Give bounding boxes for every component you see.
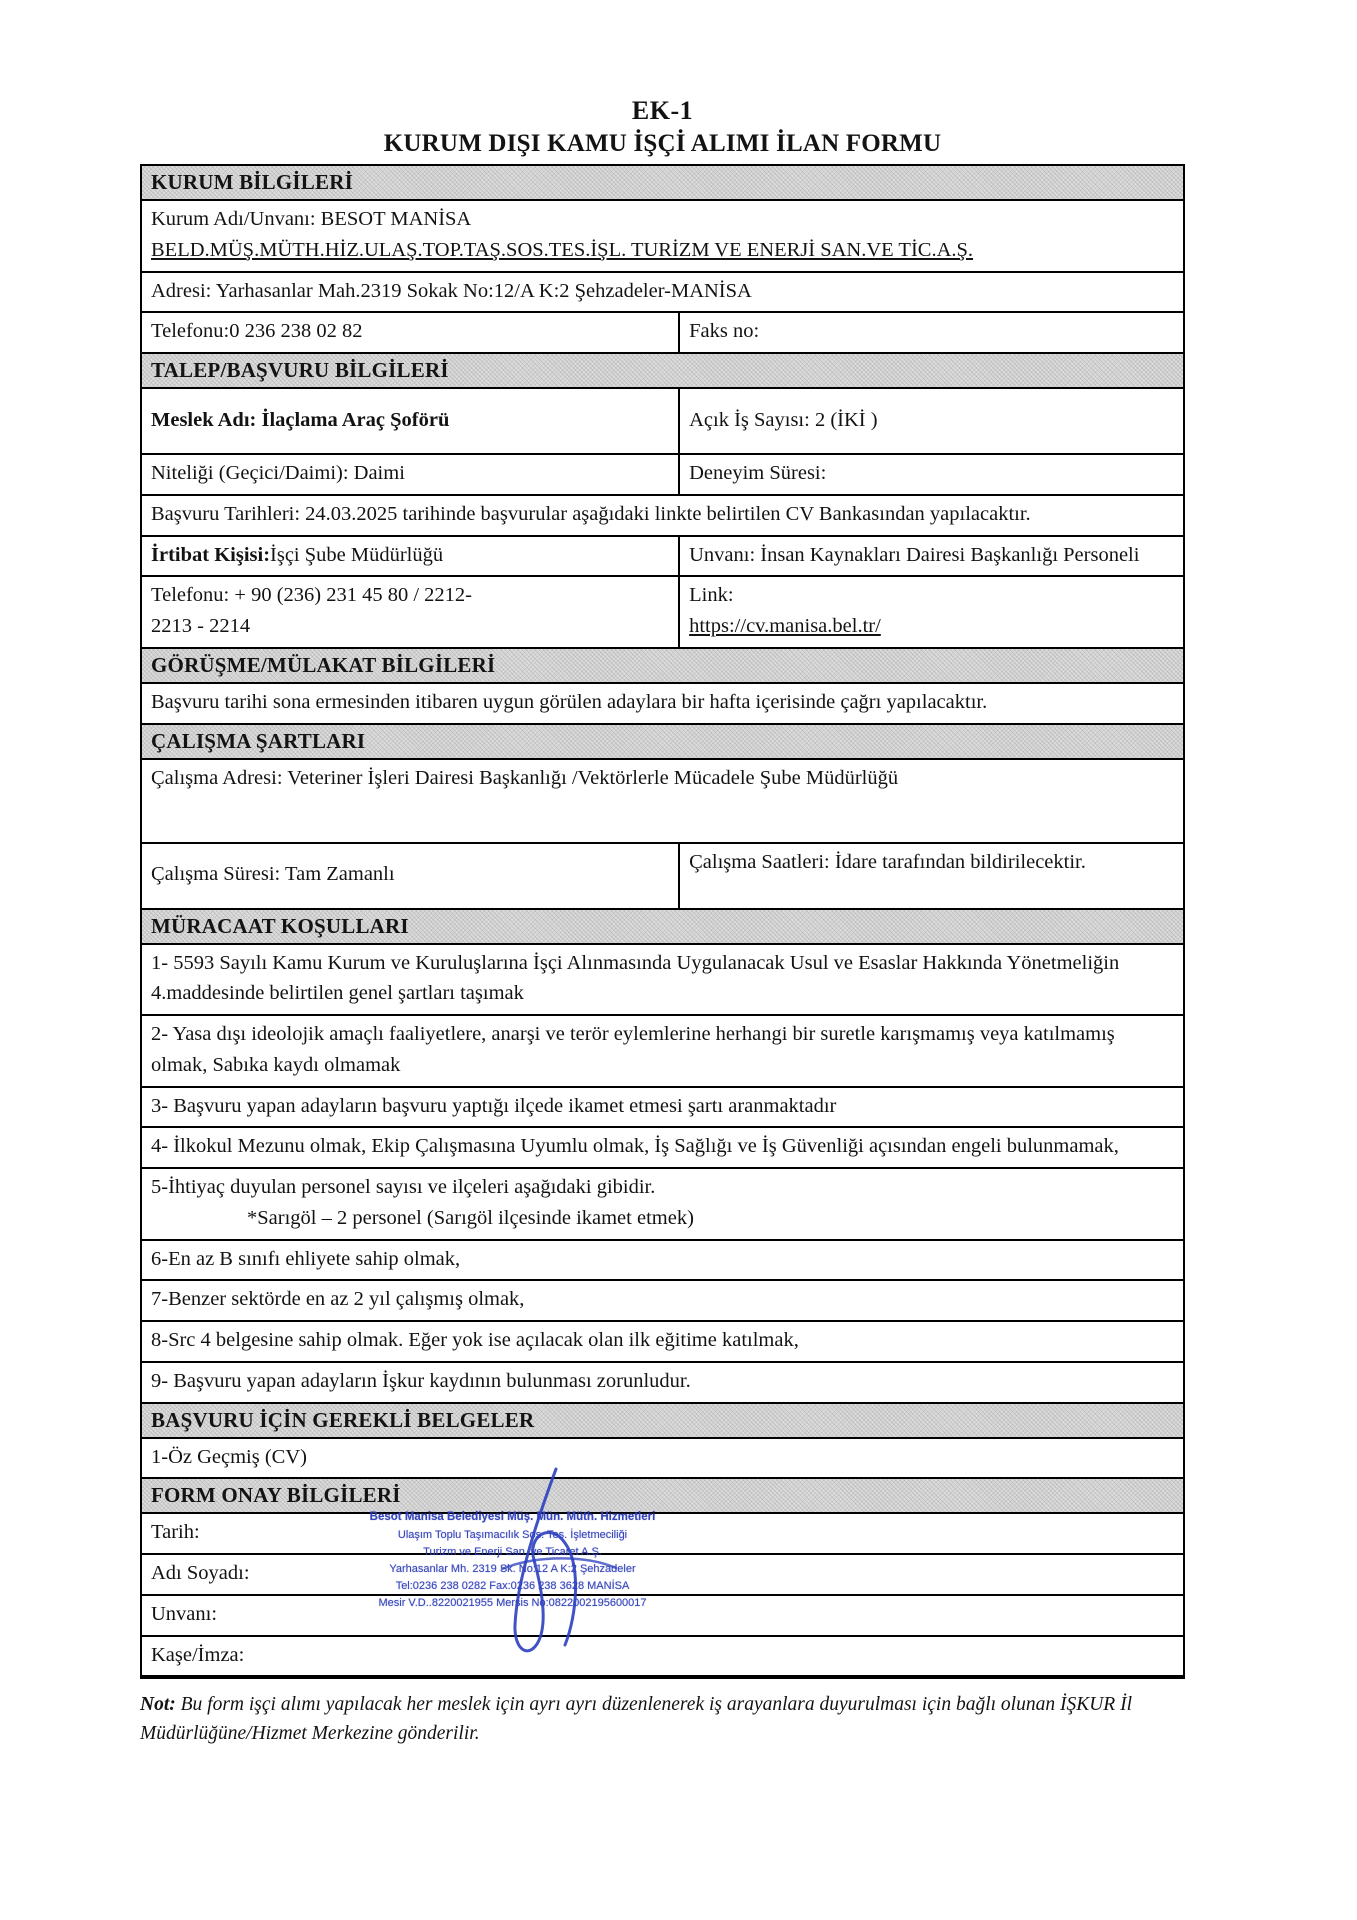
row-tarih — [142, 1514, 1183, 1555]
faks-cell: Faks no: — [678, 313, 1183, 352]
document-page — [140, 0, 1185, 1748]
row-kurum-adi — [142, 201, 1183, 273]
gorusme-text-cell: Başvuru tarihi sona ermesinden itibaren uygun görülen adaylara bir hafta içerisinde çağrı yapılacaktır. — [151, 690, 988, 713]
section-header-label: GÖRÜŞME/MÜLAKAT BİLGİLERİ — [142, 649, 1183, 682]
section-header-muracaat — [142, 910, 1183, 945]
telefon2-line2: 2213 - 2214 — [151, 615, 251, 637]
row-niteligi — [142, 455, 1183, 496]
kosul-2: 2- Yasa dışı ideolojik amaçlı faaliyetlere, anarşi ve terör eylemlerine herhangi bir suretle karışmamış veya katılmamış olmak, Sabıka kaydı olmamak — [151, 1023, 1115, 1076]
niteligi-cell: Niteliği (Geçici/Daimi): Daimi — [151, 462, 405, 484]
row-kosul-1 — [142, 945, 1183, 1017]
section-header-label: FORM ONAY BİLGİLERİ — [142, 1479, 1183, 1512]
kase-imza-cell: Kaşe/İmza: — [151, 1643, 245, 1666]
kosul-5-line2: *Sarıgöl – 2 personel (Sarıgöl ilçesinde ikamet etmek) — [247, 1206, 694, 1229]
section-header-label: TALEP/BAŞVURU BİLGİLERİ — [142, 354, 1183, 387]
row-irtibat — [142, 537, 1183, 578]
stamp-line: Tel:0236 238 0282 Fax:0236 238 3628 MANİSA — [395, 1580, 630, 1593]
row-kosul-6 — [142, 1241, 1183, 1282]
kosul-6: 6-En az B sınıfı ehliyete sahip olmak, — [151, 1247, 461, 1270]
telefon2-cell — [142, 577, 678, 647]
cv-link[interactable]: https://cv.manisa.bel.tr/ — [689, 615, 881, 637]
row-kosul-8 — [142, 1322, 1183, 1363]
row-kosul-5 — [142, 1169, 1183, 1241]
irtibat-cell — [142, 537, 678, 576]
section-header-gorusme — [142, 649, 1183, 684]
link-label: Link: — [689, 584, 734, 607]
footer-note — [140, 1691, 1205, 1748]
form-code: EK-1 — [631, 96, 694, 125]
section-header-label: ÇALIŞMA ŞARTLARI — [142, 725, 1183, 758]
section-header-kurum-bilgileri — [142, 166, 1183, 201]
irtibat-value: İşçi Şube Müdürlüğü — [270, 543, 444, 566]
section-header-talep-basvuru — [142, 354, 1183, 389]
stamp-line: Yarhasanlar Mh. 2319 Sk. No:12 A K:2 Şehzadeler — [389, 1563, 636, 1576]
basvuru-tarihleri-cell: Başvuru Tarihleri: 24.03.2025 tarihinde başvurular aşağıdaki linkte belirtilen CV Bankasından yapılacaktır. — [151, 502, 1031, 525]
row-unvani — [142, 1596, 1183, 1637]
row-kosul-9 — [142, 1363, 1183, 1404]
row-kase-imza — [142, 1637, 1183, 1678]
form-table — [140, 164, 1185, 1679]
kosul-9: 9- Başvuru yapan adayların İşkur kaydının bulunması zorunludur. — [151, 1369, 691, 1392]
belge-1: 1-Öz Geçmiş (CV) — [151, 1445, 307, 1468]
stamp-line: Mesir V.D..8220021955 Mersis No:0822002195600017 — [378, 1597, 647, 1610]
row-calisma-suresi — [142, 844, 1183, 910]
page-title: KURUM DIŞI KAMU İŞÇİ ALIMI İLAN FORMU — [383, 130, 942, 157]
stamp-line: Ulaşım Toplu Taşımacılık Sos. Tes. İşletmeciliği — [397, 1529, 628, 1542]
calisma-adresi-cell: Çalışma Adresi: Veteriner İşleri Dairesi Başkanlığı /Vektörlerle Mücadele Şube Müdürlüğü — [151, 766, 899, 789]
acik-is-cell: Açık İş Sayısı: 2 (İKİ ) — [678, 389, 1183, 453]
row-basvuru-tarihleri — [142, 496, 1183, 537]
row-adi-soyadi — [142, 1555, 1183, 1596]
adres-cell: Adresi: Yarhasanlar Mah.2319 Sokak No:12/A K:2 Şehzadeler-MANİSA — [151, 279, 752, 302]
kosul-4: 4- İlkokul Mezunu olmak, Ekip Çalışmasına Uyumlu olmak, İş Sağlığı ve İş Güvenliği açısından engeli bulunmamak, — [151, 1135, 1119, 1158]
kosul-5-cell — [142, 1169, 1183, 1239]
row-kosul-2 — [142, 1016, 1183, 1088]
kosul-1: 1- 5593 Sayılı Kamu Kurum ve Kuruluşlarına İşçi Alınmasında Uygulanacak Usul ve Esaslar Hakkında Yönetmeliğin 4.maddesinde belirtilen genel şartları taşımak — [151, 951, 1120, 1005]
kosul-8: 8-Src 4 belgesine sahip olmak. Eğer yok ise açılacak olan ilk eğitime katılmak, — [151, 1329, 799, 1351]
section-header-label: BAŞVURU İÇİN GEREKLİ BELGELER — [142, 1404, 1183, 1437]
irtibat-label: İrtibat Kişisi: — [151, 543, 271, 566]
unvani-cell: Unvanı: İnsan Kaynakları Dairesi Başkanlığı Personeli — [678, 537, 1183, 576]
meslek-cell: Meslek Adı: İlaçlama Araç Şoförü — [151, 408, 450, 431]
section-header-label: KURUM BİLGİLERİ — [142, 166, 1183, 199]
section-header-calisma — [142, 725, 1183, 760]
section-header-onay — [142, 1479, 1183, 1514]
kurum-adi-cell — [142, 201, 1183, 271]
deneyim-cell: Deneyim Süresi: — [678, 455, 1183, 494]
row-kosul-3 — [142, 1088, 1183, 1129]
row-telefon-link — [142, 577, 1183, 649]
row-telefon-faks — [142, 313, 1183, 354]
row-kosul-4 — [142, 1128, 1183, 1169]
kosul-7: 7-Benzer sektörde en az 2 yıl çalışmış olmak, — [151, 1288, 525, 1311]
row-kosul-7 — [142, 1281, 1183, 1322]
row-meslek — [142, 389, 1183, 455]
unvani-cell: Unvanı: — [151, 1602, 218, 1625]
telefon2-line1: Telefonu: + 90 (236) 231 45 80 / 2212- — [151, 584, 472, 607]
kosul-5-line1: 5-İhtiyaç duyulan personel sayısı ve ilçeleri aşağıdaki gibidir. — [151, 1176, 656, 1198]
row-calisma-adresi — [142, 760, 1183, 844]
row-adres — [142, 273, 1183, 314]
footer-note-text: Bu form işçi alımı yapılacak her meslek için ayrı ayrı düzenlenerek iş arayanlara duyurulması için bağlı olunan İŞKUR İl Müdürlüğüne/Hizmet Merkezine gönderilir. — [140, 1694, 1133, 1744]
telefon-cell: Telefonu:0 236 238 02 82 — [151, 320, 363, 343]
stamp-line: Besot Manisa Belediyesi Müş. Mün. Müth. Hizmetleri — [369, 1511, 656, 1524]
tarih-cell: Tarih: — [151, 1521, 200, 1544]
footer-note-label: Not: — [140, 1694, 176, 1716]
section-header-label: MÜRACAAT KOŞULLARI — [142, 910, 1183, 943]
section-header-belgeler — [142, 1404, 1183, 1439]
link-cell — [678, 577, 1183, 647]
calisma-saatleri-cell: Çalışma Saatleri: İdare tarafından bildirilecektir. — [678, 844, 1183, 908]
adi-soyadi-cell: Adı Soyadı: — [151, 1562, 250, 1584]
form-onay-section — [142, 1479, 1183, 1677]
kurum-adi-line2: BELD.MÜŞ.MÜTH.HİZ.ULAŞ.TOP.TAŞ.SOS.TES.İŞL. TURİZM VE ENERJİ SAN.VE TİC.A.Ş. — [151, 238, 974, 261]
stamp-line: Turizm ve Enerji San. ve Ticaret A.Ş. — [423, 1546, 602, 1559]
kosul-3: 3- Başvuru yapan adayların başvuru yaptığı ilçede ikamet etmesi şartı aranmaktadır — [151, 1094, 837, 1117]
kurum-adi-line1: Kurum Adı/Unvanı: BESOT MANİSA — [151, 208, 472, 230]
row-belge-1 — [142, 1439, 1183, 1480]
calisma-suresi-cell: Çalışma Süresi: Tam Zamanlı — [151, 863, 395, 886]
row-gorusme-text — [142, 684, 1183, 725]
